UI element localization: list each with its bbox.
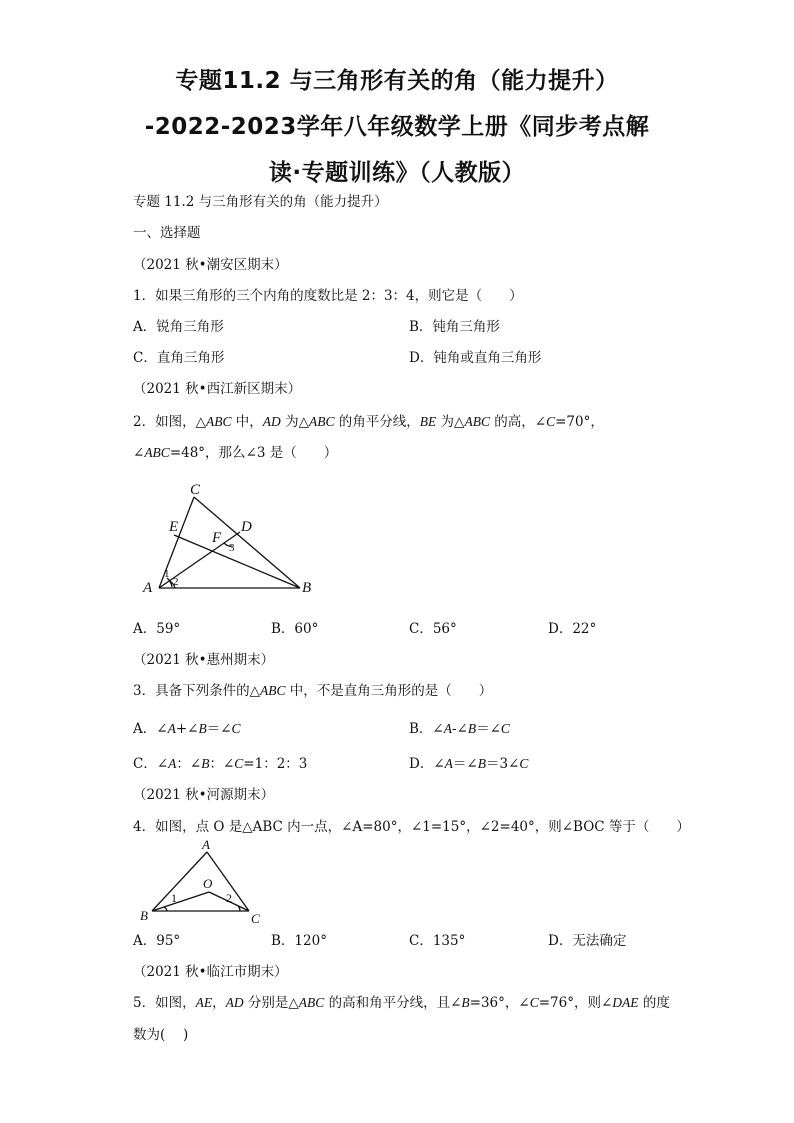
- label-o: O: [203, 876, 213, 891]
- q2-triangle-figure: [130, 475, 330, 600]
- q1-option-d: D．钝角或直角三角形: [409, 350, 542, 366]
- q2-option-b: B．60°: [271, 621, 319, 637]
- q4-option-b: B．120°: [271, 933, 327, 949]
- label-c: C: [251, 911, 260, 926]
- q2-option-a: A．59°: [133, 621, 181, 637]
- q1-stem: 1．如果三角形的三个内角的度数比是 2：3：4，则它是（ ）: [133, 288, 523, 304]
- q4-option-c: C．135°: [409, 933, 466, 949]
- q3-option-d: D．∠A＝∠B＝3∠C: [409, 756, 529, 772]
- subtitle: 专题 11.2 与三角形有关的角（能力提升）: [133, 194, 388, 210]
- segment-ad: [159, 532, 240, 588]
- q4-stem: 4．如图，点 O 是△ABC 内一点，∠A=80°，∠1=15°，∠2=40°，则∠BOC 等于（ ）: [133, 819, 690, 835]
- q2-stem-line-2: ∠ABC=48°，那么∠3 是（ ）: [133, 445, 338, 461]
- q3-source: （2021 秋•惠州期末）: [133, 652, 275, 668]
- side-bc: [194, 497, 300, 588]
- label-d: D: [241, 519, 252, 535]
- document-title-line-3: 读·专题训练》（人教版）: [268, 160, 526, 186]
- document-title-line-2: -2022-2023学年八年级数学上册《同步考点解: [144, 114, 650, 140]
- q2-option-d: D．22°: [548, 621, 597, 637]
- q2-stem-line-1: 2．如图，△ABC 中，AD 为△ABC 的角平分线，BE 为△ABC 的高，∠C=70°，: [133, 414, 604, 430]
- label-f: F: [212, 530, 222, 546]
- q1-option-c: C．直角三角形: [133, 350, 225, 366]
- q5-source: （2021 秋•临江市期末）: [133, 964, 288, 980]
- q4-option-a: A．95°: [133, 933, 181, 949]
- label-a: A: [202, 837, 210, 852]
- q4-triangle-figure: [135, 836, 270, 928]
- q3-option-c: C．∠A：∠B：∠C=1：2：3: [133, 756, 308, 772]
- document-title-line-1: 专题11.2 与三角形有关的角（能力提升）: [175, 68, 619, 94]
- q1-option-b: B．钝角三角形: [409, 319, 500, 335]
- angle-3-label: 3: [229, 542, 235, 554]
- section-heading: 一、选择题: [133, 225, 201, 241]
- q1-source: （2021 秋•潮安区期末）: [133, 257, 288, 273]
- q3-option-a: A．∠A+∠B＝∠C: [133, 721, 241, 737]
- label-e: E: [169, 519, 179, 535]
- angle-1-label: 1: [164, 568, 170, 580]
- q3-option-b: B．∠A-∠B＝∠C: [409, 721, 510, 737]
- q3-stem: 3．具备下列条件的△ABC 中，不是直角三角形的是（ ）: [133, 683, 493, 699]
- q2-option-c: C．56°: [409, 621, 457, 637]
- angle-2-label: 2: [173, 576, 179, 588]
- q4-source: （2021 秋•河源期末）: [133, 787, 275, 803]
- label-c: C: [190, 482, 201, 498]
- label-a: A: [143, 580, 153, 596]
- label-b: B: [140, 908, 148, 923]
- q2-source: （2021 秋•西江新区期末）: [133, 381, 302, 397]
- angle-2-label: 2: [226, 891, 232, 905]
- label-b: B: [302, 580, 312, 596]
- q5-stem-line-2: 数为( ): [133, 1027, 189, 1043]
- q5-stem-line-1: 5．如图，AE，AD 分别是△ABC 的高和角平分线，且∠B=36°，∠C=76°，则∠DAE 的度: [133, 995, 670, 1011]
- q4-option-d: D．无法确定: [548, 933, 627, 949]
- segment-be: [174, 535, 300, 588]
- q1-option-a: A．锐角三角形: [133, 319, 224, 335]
- angle-1-label: 1: [171, 891, 177, 905]
